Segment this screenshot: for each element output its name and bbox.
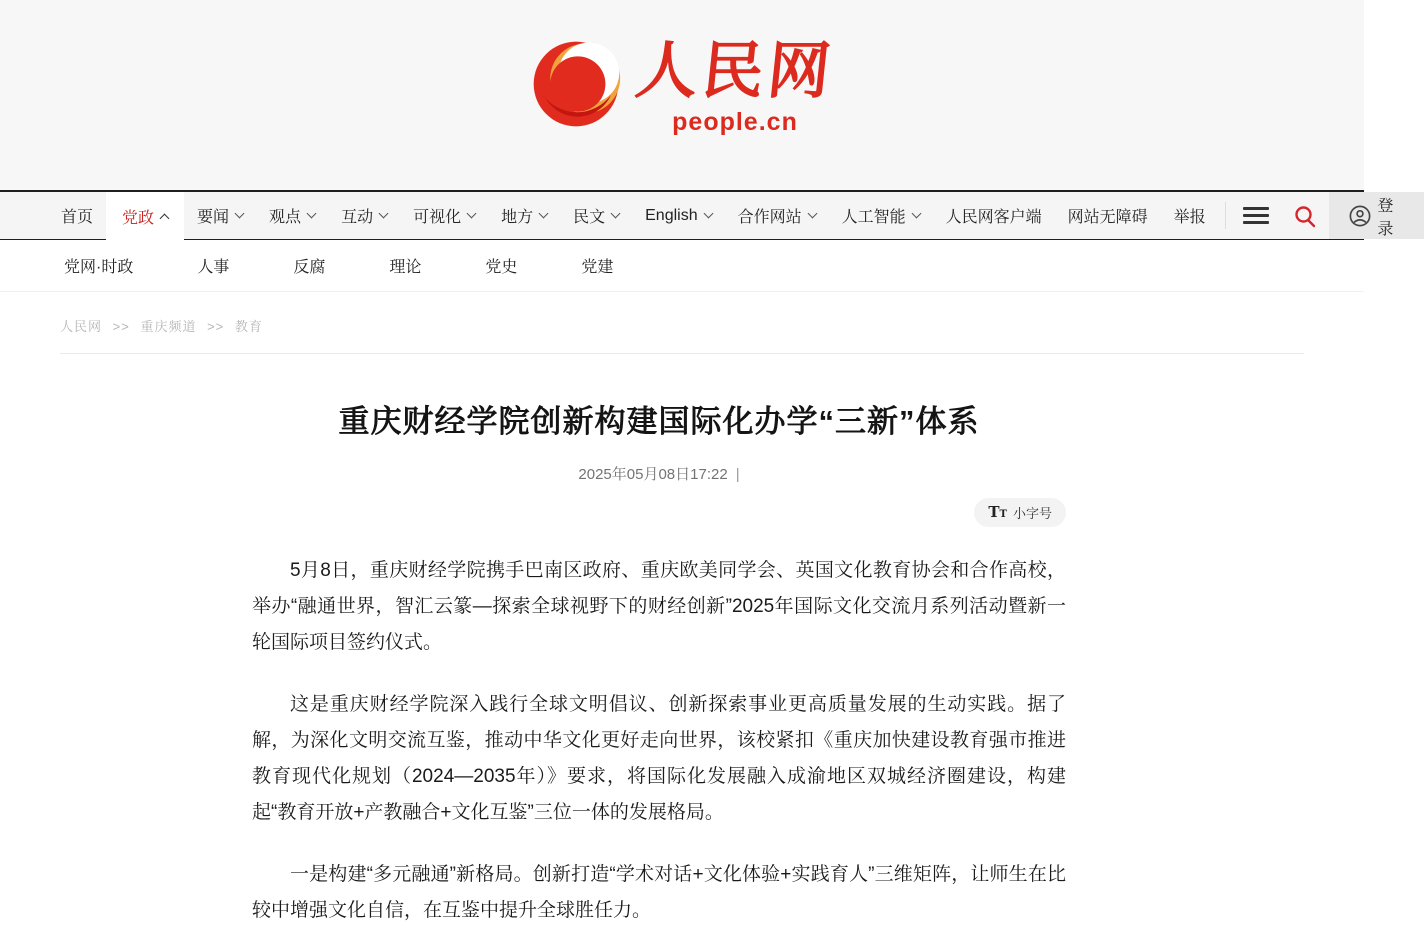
- login-button[interactable]: [1329, 192, 1423, 239]
- nav-item-yaowen[interactable]: [184, 192, 256, 239]
- nav-label: 观点: [269, 209, 302, 226]
- nav-item-hudong[interactable]: [328, 192, 400, 239]
- chevron-down-icon: [539, 209, 549, 219]
- subnav-item-dangjian[interactable]: 党建: [581, 259, 614, 276]
- nav-item-app-client[interactable]: [933, 192, 1055, 239]
- nav-label: 党政: [122, 209, 155, 227]
- subnav-item-fanfu[interactable]: 反腐: [293, 259, 326, 276]
- nav-item-guandian[interactable]: [256, 192, 328, 239]
- nav-label: 网站无障碍: [1067, 209, 1148, 226]
- nav-label: 互动: [341, 209, 374, 226]
- nav-item-home[interactable]: [48, 192, 106, 239]
- chevron-down-icon: [807, 209, 817, 219]
- subnav-item-lilun[interactable]: 理论: [389, 259, 422, 276]
- chevron-up-icon: [160, 213, 170, 223]
- nav-item-rengongzhineng[interactable]: [829, 192, 933, 239]
- logo-swirl-icon: [530, 38, 622, 130]
- article-date-row: [252, 463, 1066, 484]
- hamburger-icon: [1243, 203, 1269, 228]
- chevron-down-icon: [611, 209, 621, 219]
- font-size-button[interactable]: [974, 498, 1066, 527]
- nav-item-minwen[interactable]: [560, 192, 632, 239]
- article: [252, 396, 1066, 929]
- breadcrumb: [60, 316, 1304, 335]
- nav-item-hezuowangzhan[interactable]: [725, 192, 829, 239]
- menu-button[interactable]: [1232, 192, 1281, 239]
- nav-item-keshihua[interactable]: [400, 192, 488, 239]
- breadcrumb-divider: [60, 353, 1304, 354]
- article-paragraph: 5月8日，重庆财经学院携手巴南区政府、重庆欧美同学会、英国文化教育协会和合作高校，举办“融通世界，智汇云篆—探索全球视野下的财经创新”2025年国际文化交流月系列活动暨新一轮国际项目签约仪式。: [252, 560, 1066, 653]
- article-body: [252, 553, 1066, 929]
- nav-divider: [1225, 202, 1226, 229]
- nav-label: 人工智能: [841, 209, 906, 226]
- article-date: 2025年05月08日17:22: [578, 466, 728, 483]
- site-header: [0, 0, 1364, 190]
- chevron-down-icon: [235, 209, 245, 219]
- nav-right-tools: [1219, 192, 1424, 239]
- article-paragraph: 这是重庆财经学院深入践行全球文明倡议、创新探索事业更高质量发展的生动实践。据了解，为深化文明交流互鉴，推动中华文化更好走向世界，该校紧扣《重庆加快建设教育强市推进教育现代化规划（2024—2035年）》要求，将国际化发展融入成渝地区双城经济圈建设，构建起“教育开放+产教融合+文化互鉴”三位一体的发展格局。: [252, 694, 1066, 823]
- logo-english-text: people.cn: [672, 108, 798, 136]
- article-paragraph: 一是构建“多元融通”新格局。创新打造“学术对话+文化体验+实践育人”三维矩阵，让师生在比较中增强文化自信，在互鉴中提升全球胜任力。: [252, 864, 1066, 921]
- date-separator: |: [735, 466, 740, 483]
- peoples-daily-logo[interactable]: [530, 34, 838, 137]
- font-size-icon: TT: [988, 503, 1007, 521]
- nav-item-report[interactable]: [1161, 192, 1219, 239]
- nav-label: 人民网客户端: [945, 209, 1042, 226]
- nav-item-dangzheng[interactable]: [106, 192, 184, 240]
- breadcrumb-link-education[interactable]: 教育: [234, 319, 263, 334]
- nav-label: 民文: [573, 209, 606, 226]
- chevron-down-icon: [379, 209, 389, 219]
- search-icon: [1293, 204, 1317, 228]
- breadcrumb-link-peoples-net[interactable]: 人民网: [60, 319, 103, 334]
- breadcrumb-link-chongqing-channel[interactable]: 重庆频道: [140, 319, 197, 334]
- nav-item-english[interactable]: [632, 192, 724, 239]
- chevron-down-icon: [703, 209, 713, 219]
- nav-item-accessibility[interactable]: [1055, 192, 1161, 239]
- article-tools: [252, 498, 1066, 527]
- nav-item-difang[interactable]: [488, 192, 560, 239]
- logo-chinese-text: 人民网: [632, 34, 838, 107]
- breadcrumb-separator: >>: [207, 319, 225, 334]
- nav-label: 地方: [501, 209, 534, 226]
- logo-text: [632, 34, 838, 137]
- person-circle-icon: [1349, 205, 1371, 227]
- chevron-down-icon: [911, 209, 921, 219]
- chevron-down-icon: [467, 209, 477, 219]
- article-title: 重庆财经学院创新构建国际化办学“三新”体系: [338, 404, 980, 439]
- nav-label: 举报: [1173, 209, 1206, 226]
- subnav-item-dangshi[interactable]: 党史: [485, 259, 518, 276]
- nav-label: 可视化: [413, 209, 462, 226]
- breadcrumb-separator: >>: [112, 319, 130, 334]
- main-navbar: [0, 190, 1394, 240]
- sub-navbar: [0, 240, 1364, 292]
- nav-label: 首页: [61, 209, 94, 226]
- subnav-item-renshi[interactable]: 人事: [197, 259, 230, 276]
- subnav-item-dangwang-shizheng[interactable]: 党网·时政: [64, 259, 134, 276]
- chevron-down-icon: [307, 209, 317, 219]
- nav-label: 要闻: [197, 209, 230, 226]
- font-size-label: 小字号: [1012, 506, 1052, 521]
- nav-label: English: [645, 206, 698, 224]
- search-button[interactable]: [1280, 192, 1329, 239]
- login-label: 登录: [1377, 197, 1394, 238]
- nav-label: 合作网站: [737, 209, 802, 226]
